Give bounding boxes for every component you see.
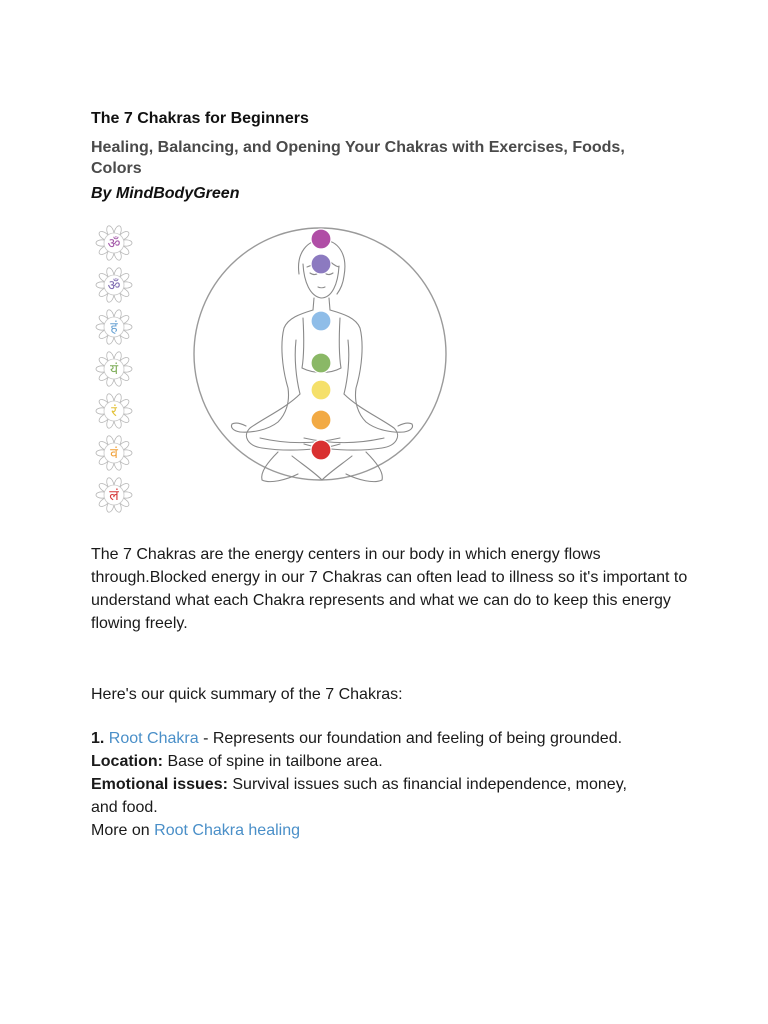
root-chakra-link[interactable]: Root Chakra <box>108 730 199 747</box>
document-title: The 7 Chakras for Beginners <box>91 110 309 127</box>
chakra-dot <box>311 380 331 400</box>
vam-symbol-icon <box>96 435 132 471</box>
svg-text:वं: वं <box>110 446 118 462</box>
svg-text:लं: लं <box>109 488 119 504</box>
root-chakra-section <box>91 727 651 842</box>
ham-symbol-icon <box>96 309 132 345</box>
location-line <box>91 750 651 773</box>
emotional-issues-label: Emotional issues: <box>91 776 228 793</box>
chakra-dot <box>311 440 331 460</box>
svg-text:यं: यं <box>109 362 119 378</box>
lam-symbol-icon <box>96 477 132 513</box>
chakra-symbols-column <box>90 218 150 518</box>
om-symbol-icon <box>96 267 132 303</box>
svg-text:हं: हं <box>110 320 118 336</box>
ram-symbol-icon <box>96 393 132 429</box>
location-label: Location: <box>91 753 163 770</box>
svg-text:रं: रं <box>111 404 117 420</box>
chakra-dot <box>311 254 331 274</box>
svg-text:ॐ: ॐ <box>107 278 121 294</box>
more-on-prefix: More on <box>91 822 155 839</box>
root-chakra-healing-link[interactable]: Root Chakra healing <box>154 822 301 839</box>
item-number: 1. <box>91 730 105 747</box>
location-value: Base of spine in tailbone area. <box>163 753 383 770</box>
chakra-dot <box>311 229 331 249</box>
root-chakra-description: - Represents our foundation and feeling of being grounded. <box>198 730 623 747</box>
yam-symbol-icon <box>96 351 132 387</box>
chakra-dot <box>311 410 331 430</box>
chakra-dot <box>311 353 331 373</box>
more-on-line <box>91 819 651 842</box>
chakra-dot <box>311 311 331 331</box>
om-symbol-icon <box>96 225 132 261</box>
emotional-issues-line <box>91 773 651 819</box>
chakra-figure <box>90 218 450 518</box>
summary-heading: Here's our quick summary of the 7 Chakras: <box>91 686 403 703</box>
svg-text:ॐ: ॐ <box>107 236 121 252</box>
document-byline: By MindBodyGreen <box>91 185 240 202</box>
intro-paragraph: The 7 Chakras are the energy centers in our body in which energy flows through.Blocked energy in our 7 Chakras can often lead to illness so it's important to understand what each Chakra represents and what we can do to keep this energy flowing freely. <box>91 546 688 632</box>
chakra-dots <box>311 229 331 460</box>
document-subtitle: Healing, Balancing, and Opening Your Chakras with Exercises, Foods, Colors <box>91 139 625 177</box>
root-chakra-title-line <box>91 727 651 750</box>
emotional-issues-value: Survival issues such as financial independence, money, and food. <box>91 776 627 816</box>
meditation-illustration <box>190 218 450 518</box>
